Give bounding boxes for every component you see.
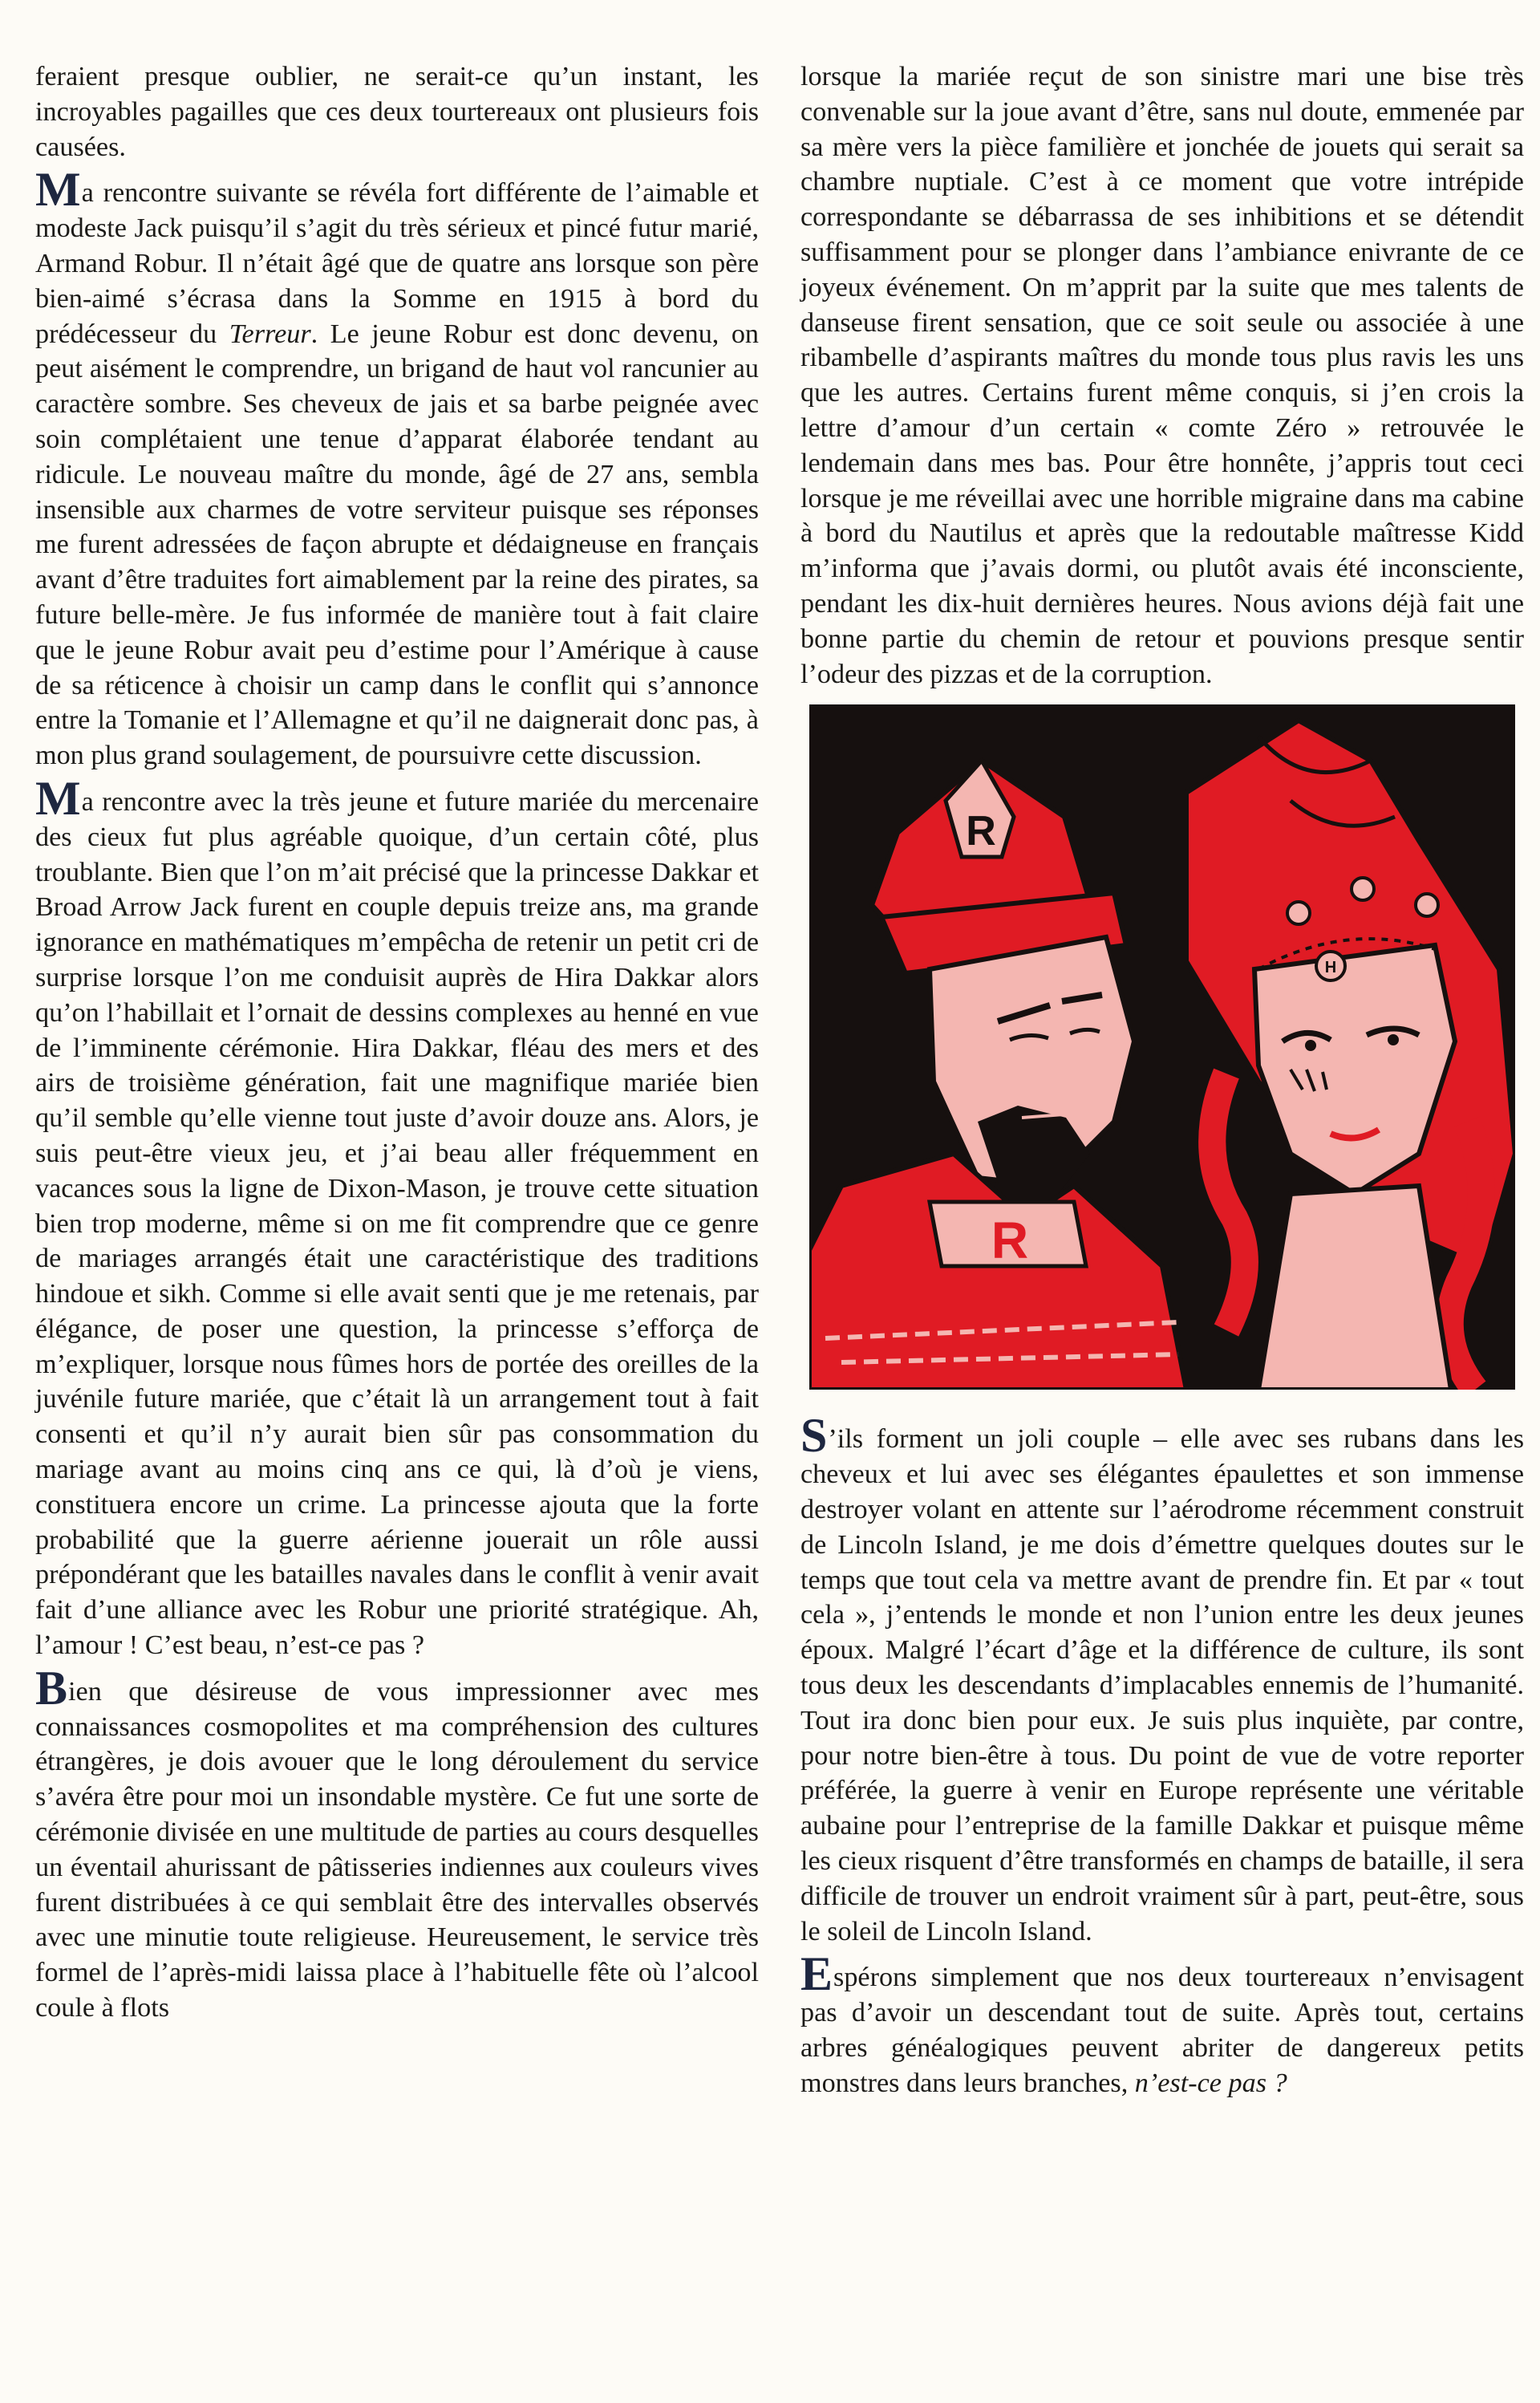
paragraph: [800, 1409, 1524, 1949]
drop-cap: M: [35, 163, 81, 217]
paragraph: [35, 59, 759, 164]
paragraph-text: feraient presque oublier, ne serait-ce qu’un instant, les incroyables pagailles que ces deux tourtereaux ont plusieurs fois causées.: [35, 62, 759, 162]
couple-illustration: [809, 704, 1515, 1390]
paragraph: [35, 163, 760, 773]
paragraph-text: ien que désireuse de vous impressionner avec mes connaissances cosmopolites et ma compréhension des cultures étrangères, je dois avouer que le long déroulement du service s’avéra être pour moi un insondable mystère. Ce fut une sorte de cérémonie divisée en une multitude de parties au cours desquelles un éventail ahurissant de pâtisseries indiennes aux couleurs vives furent distribuées à ce qui semblait être des intervalles observés avec une minutie toute religieuse. Heureusement, le service très formel de l’après-midi laissa place à l’habituelle fête où l’alcool coule à flots: [35, 1676, 759, 2023]
drop-cap: S: [800, 1409, 828, 1463]
drop-cap: M: [35, 771, 81, 825]
paragraph: [35, 771, 759, 1663]
italic-closing: n’est-ce pas ?: [1134, 2068, 1287, 2098]
illustration-art: [809, 704, 1515, 1390]
paragraph-text: spérons simplement que nos deux tourtereaux n’envisagent pas d’avoir un descendant tout de suite. Après tout, certains arbres généalogiques peuvent abriter de dangereux petits monstres dans leurs branches,: [800, 1963, 1524, 2098]
left-column: [35, 59, 759, 2037]
cap-letter: R: [966, 808, 996, 855]
paragraph: [35, 1661, 759, 2026]
drop-cap: B: [35, 1661, 68, 1715]
paragraph-text: lorsque la mariée reçut de son sinistre mari une bise très convenable sur la joue avant d’être, sans nul doute, emmenée par sa mère vers la pièce familière et jonchée de jouets qui serait sa chambre nuptiale. C’est à ce moment que votre intrépide correspondante se débarrassa de ses inhibitions et se détendit suffisamment pour se plonger dans l’ambiance enivrante de ce joyeux événement. On m’apprit par la suite que mes talents de danseuse firent sensation, que ce soit seule ou associée à une ribambelle d’aspirants maîtres du monde tous plus ravis les uns que les autres. Certains furent même conquis, si j’en crois la lettre d’amour d’un certain « comte Zéro » retrouvée le lendemain dans mes bas. Pour être honnête, j’appris tout ceci lorsque je me réveillai avec une horrible migraine dans ma cabine à bord du Nautilus et après que la redoutable maîtresse Kidd m’informa que j’avais dormi, ou plutôt avais été inconsciente, pendant les dix-huit dernières heures. Nous avions déjà fait une bonne partie du chemin de retour et pouvions presque sentir l’odeur des pizzas et de la corruption.: [800, 62, 1524, 689]
paragraph-text: . Le jeune Robur est donc devenu, on peut aisément le comprendre, un brigand de haut vol rancunier au caractère sombre. Ses cheveux de jais et sa barbe peignée avec soin complétaient une tenue d’apparat élaborée tendant au ridicule. Le nouveau maître du monde, âgé de 27 ans, sembla insensible aux charmes de votre serviteur puisque ses réponses me furent adressées de façon abrupte et dédaigneuse en français avant d’être traduites fort aimablement par la reine des pirates, sa future belle-mère. Je fus informée de manière tout à fait claire que le jeune Robur avait peu d’estime pour l’Amérique à cause de sa réticence à choisir un camp dans le conflit qui s’annonce entre la Tomanie et l’Allemagne et qu’il ne daignerait donc pas, à mon plus grand soulagement, de poursuivre cette discussion.: [35, 319, 760, 771]
ornament-letter: H: [1324, 959, 1337, 977]
paragraph-text: a rencontre avec la très jeune et future mariée du mercenaire des cieux fut plus agréable quoique, d’un certain côté, plus troublante. Bien que l’on m’ait précisé que la princesse Dakkar et Broad Arrow Jack furent en couple depuis treize ans, ma grande ignorance en mathématiques m’empêcha de retenir un petit cri de surprise lorsque l’on me conduisit auprès de Hira Dakkar alors qu’on l’habillait et l’ornait de dessins complexes au henné en vue de l’imminente cérémonie. Hira Dakkar, fléau des mers et des airs de troisième génération, fait une magnifique mariée bien qu’il semble qu’elle vienne tout juste d’avoir douze ans. Alors, je suis peut-être vieux jeu, et j’ai beau aller fréquemment en vacances sous la ligne de Dixon-Mason, je trouve cette situation bien trop moderne, même si on me fit comprendre que ce genre de mariages arrangés était une caractéristique des traditions hindoue et sikh. Comme si elle avait senti que je me retenais, par élégance, de poser une question, la princesse s’efforça de m’expliquer, lorsque nous fûmes hors de portée des oreilles de la juvénile future mariée, que c’était là un arrangement tout à fait consenti et qu’il n’y aurait bien sûr pas consommation du mariage avant au moins cinq ans ce qui, là d’où je viens, constituera encore un crime. La princesse ajouta que la forte probabilité que la guerre aérienne jouerait un rôle aussi prépondérant que les batailles navales dans le conflit à venir avait fait d’une alliance avec les Robur une priorité stratégique. Ah, l’amour ! C’est beau, n’est-ce pas ?: [35, 786, 759, 1661]
paragraph-text: a rencontre suivante se révéla fort différente de l’aimable et modeste Jack puisqu’il s’agit du très sérieux et pincé futur marié, Armand Robur. Il n’était âgé que de quatre ans lorsque son père bien-aimé s’écrasa dans la Somme en 1915 à bord du prédécesseur du: [35, 178, 759, 349]
drop-cap: E: [800, 1947, 833, 2001]
paragraph: [800, 59, 1524, 692]
paragraph: [800, 1947, 1524, 2101]
collar-letter: R: [991, 1212, 1029, 1270]
right-column: [800, 59, 1524, 2112]
paragraph-text: ’ils forment un joli couple – elle avec ses rubans dans les cheveux et lui avec ses élégantes épaulettes et son immense destroyer volant en attente sur l’aérodrome récemment construit de Lincoln Island, je me dois d’émettre quelques doutes sur le temps que tout cela va mettre avant de prendre fin. Et par « tout cela », j’entends le monde et non l’union entre les deux jeunes époux. Malgré l’écart d’âge et la différence de culture, ils sont tous deux les descendants d’implacables ennemis de l’humanité. Tout ira donc bien pour eux. Je suis plus inquiète, par contre, pour notre bien-être à tous. Du point de vue de votre reporter préférée, la guerre à venir en Europe représente une véritable aubaine pour l’entreprise de la famille Dakkar et puisque même les cieux risquent d’être transformés en champs de bataille, il sera difficile de trouver un endroit vraiment sûr à part, peut-être, sous le soleil de Lincoln Island.: [800, 1424, 1524, 1946]
italic-title: Terreur: [229, 319, 311, 349]
